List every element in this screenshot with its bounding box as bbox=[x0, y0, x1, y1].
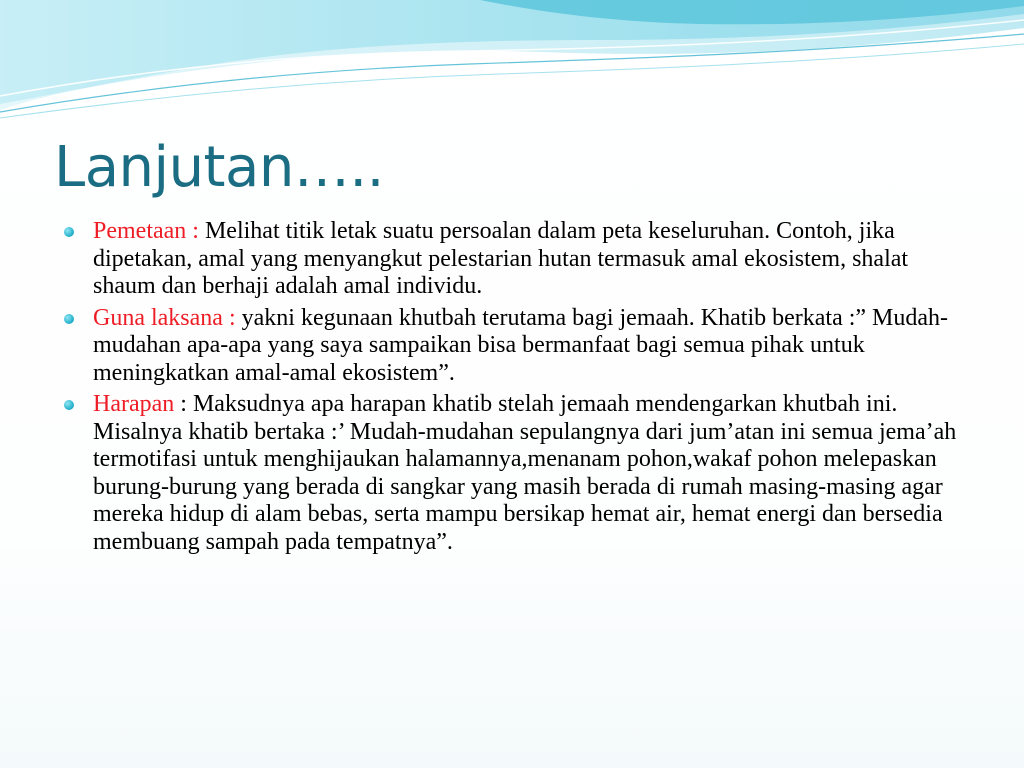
item-text: Melihat titik letak suatu persoalan dalam peta keseluruhan. Contoh, jika dipetakan, amal yang menyangkut pelestarian hutan termasuk amal ekosistem, shalat shaum dan berhaji adalah amal individu. bbox=[93, 218, 909, 299]
bullet-dot-icon bbox=[64, 400, 74, 410]
header-wave-decoration bbox=[0, 0, 1024, 130]
list-item bbox=[64, 391, 964, 556]
item-text: : Maksudnya apa harapan khatib stelah jemaah mendengarkan khutbah ini. Misalnya khatib bertaka :’ Mudah-mudahan sepulangnya dari jum’atan ini semua jema’ah termotifasi untuk menghijaukan halamannya,menanam pohon,wakaf pohon melepaskan burung-burung yang berada di sangkar yang masih berada di rumah masing-masing agar mereka hidup di alam bebas, serta mampu bersikap hemat air, hemat energi dan bersedia membuang sampah pada tempatnya”. bbox=[93, 391, 957, 555]
term-label: Guna laksana : bbox=[93, 304, 236, 331]
term-label: Harapan bbox=[93, 391, 175, 417]
slide-title: Lanjutan….. bbox=[54, 135, 384, 200]
list-item bbox=[64, 218, 964, 301]
bullet-dot-icon bbox=[64, 227, 74, 237]
list-item bbox=[64, 305, 964, 388]
item-text: yakni kegunaan khutbah terutama bagi jemaah. Khatib berkata :” Mudah-mudahan apa-apa yang saya sampaikan bisa bermanfaat bagi semua pihak untuk meningkatkan amal-amal ekosistem”. bbox=[93, 304, 949, 386]
bullet-list bbox=[64, 218, 964, 560]
term-label: Pemetaan : bbox=[93, 218, 199, 244]
bullet-dot-icon bbox=[64, 314, 74, 324]
